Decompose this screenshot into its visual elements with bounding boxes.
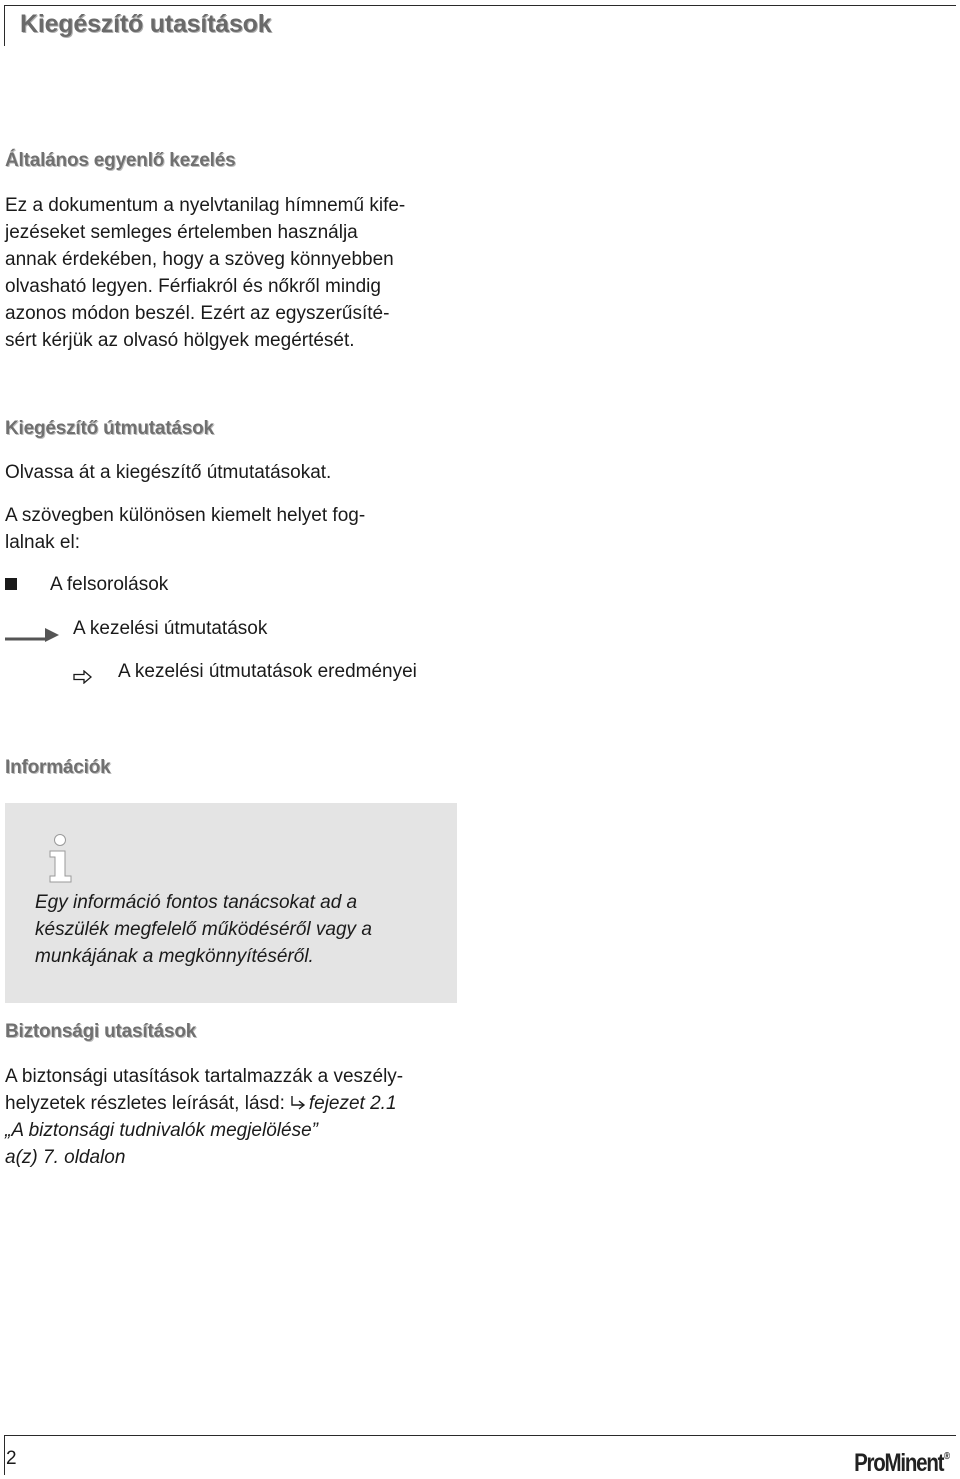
cross-reference-link[interactable]: fejezet 2.1: [308, 1093, 397, 1114]
supplementary-emphasis-text: [5, 502, 475, 556]
general-treatment-text: [5, 192, 475, 354]
footer-left-rule: [4, 1435, 5, 1475]
footer-rule: [4, 1435, 956, 1436]
header-rule: [4, 5, 956, 6]
square-bullet-icon: [5, 578, 17, 590]
header-left-rule: [4, 5, 5, 46]
text-line: lalnak el:: [5, 532, 80, 553]
text-line: jezéseket semleges értelemben használja: [5, 222, 358, 243]
text-line: A biztonsági utasítások tartalmazzák a veszély-: [5, 1066, 404, 1087]
information-text: [35, 889, 435, 970]
text-line: készülék megfelelő működéséről vagy a: [35, 919, 372, 940]
brand-name: ProMinent: [853, 1449, 944, 1477]
heading-safety: Biztonsági utasítások: [5, 1021, 197, 1042]
brand-logo: [854, 1449, 950, 1478]
heading-general-treatment: Általános egyenlő kezelés: [5, 150, 236, 171]
result-arrow-icon: [73, 670, 93, 684]
supplementary-intro: Olvassa át a kiegészítő útmutatásokat.: [5, 462, 332, 483]
page-title: Kiegészítő utasítások: [20, 10, 272, 38]
text-line: A szövegben különösen kiemelt helyet fog-: [5, 505, 366, 526]
page-number: 2: [6, 1448, 17, 1469]
cross-reference-icon: [289, 1095, 307, 1111]
text-line: sért kérjük az olvasó hölgyek megértését.: [5, 330, 355, 351]
text-line: [5, 1090, 475, 1117]
text-line: olvasható legyen. Férfiakról és nőkről mindig: [5, 276, 381, 297]
cross-reference-link[interactable]: „A biztonsági tudnivalók megjelölése”: [5, 1120, 318, 1141]
step-label: A kezelési útmutatások: [73, 618, 268, 639]
registered-mark: ®: [943, 1451, 950, 1462]
cross-reference-link[interactable]: a(z) 7. oldalon: [5, 1147, 126, 1168]
step-arrow-icon: [5, 624, 61, 646]
text-line: Egy információ fontos tanácsokat ad a: [35, 892, 358, 913]
bullet-label: A felsorolások: [50, 574, 169, 595]
text-line: annak érdekében, hogy a szöveg könnyebben: [5, 249, 394, 270]
heading-supplementary: Kiegészítő útmutatások: [5, 418, 214, 439]
text-line: azonos módon beszél. Ezért az egyszerűsíté-: [5, 303, 390, 324]
information-box: [5, 803, 457, 1003]
safety-text: [5, 1063, 475, 1171]
result-label: A kezelési útmutatások eredményei: [118, 661, 417, 682]
info-icon: [45, 833, 77, 885]
text-line: munkájának a megkönnyítéséről.: [35, 946, 314, 967]
text-line: Ez a dokumentum a nyelvtanilag hímnemű kife-: [5, 195, 406, 216]
text-fragment: helyzetek részletes leírását, lásd:: [5, 1093, 285, 1114]
heading-information: Információk: [5, 757, 111, 778]
